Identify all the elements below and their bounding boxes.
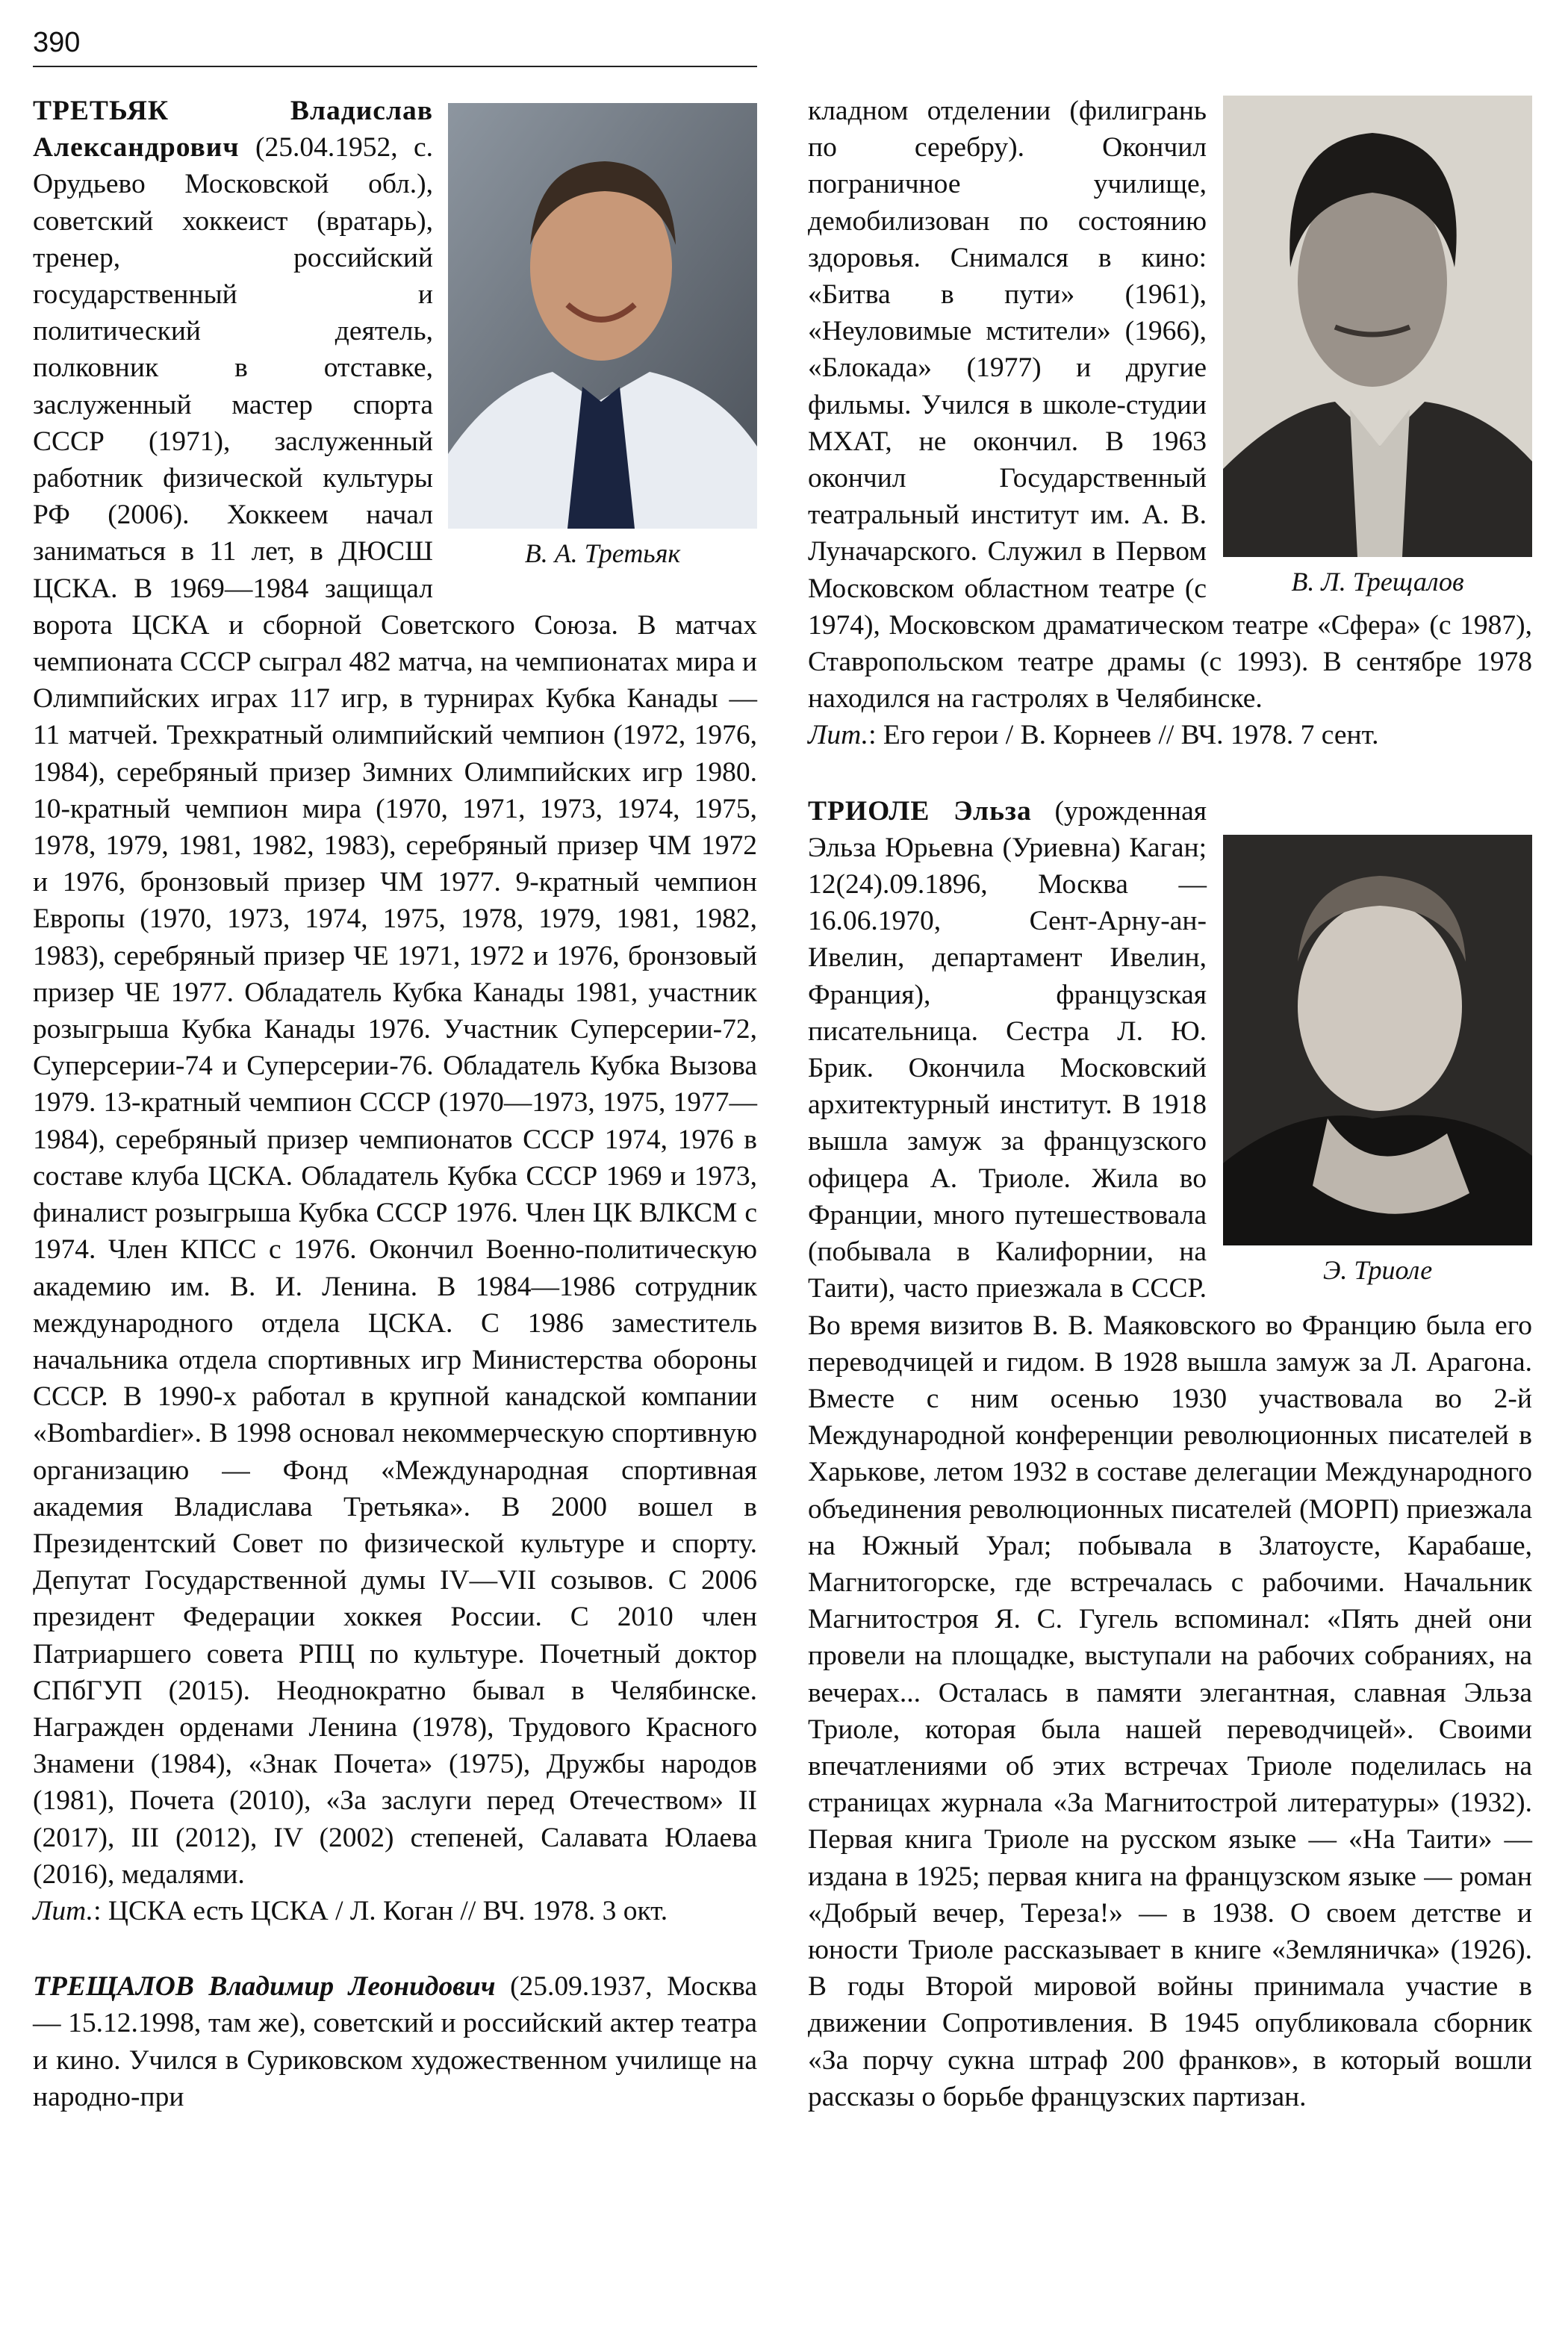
lit-label-treshchalov: Лит. [808, 720, 869, 751]
left-column [33, 93, 757, 2115]
lit-tretyak [33, 1893, 757, 1929]
page-number: 390 [33, 27, 81, 58]
photo-treshchalov [1223, 96, 1532, 557]
headword-tretyak: ТРЕТЬЯК Владислав Александрович [33, 96, 433, 164]
caption-triolet: Э. Триоле [1322, 1254, 1433, 1285]
caption-tretyak: В. А. Третьяк [524, 538, 681, 568]
headword-triolet: ТРИОЛЕ Эльза [808, 795, 1032, 827]
entry-triolet [808, 793, 1532, 2115]
caption-treshchalov: В. Л. Трещалов [1291, 567, 1464, 597]
photo-tretyak [448, 103, 757, 529]
header-rule [33, 66, 757, 67]
portrait-tretyak-image [448, 103, 757, 529]
right-column [808, 93, 1532, 2115]
portrait-triolet-image [1223, 835, 1532, 1245]
figure-triolet [1223, 835, 1532, 1289]
photo-triolet [1223, 835, 1532, 1245]
headword-treshchalov: ТРЕЩАЛОВ Владимир Леонидович [33, 1971, 496, 2003]
text-treshchalov-right: кладном отделении (филигрань по серебру). Окончил пограничное училище, демобилизован по состоянию здоровья. Снимался в кино: «Битва в пути» (1961), «Неуловимые мстители» (1966), «Блокада» (1977) и другие фильмы. Учился в школе-студии МХАТ, не окончил. В 1963 окончил Государственный театральный институт им. А. В. Луначарского. Служил в Первом Московском областном театре (с 1974), Московском драматическом театре «Сфера» (с 1987), Ставропольском театре драмы (с 1993). В сентябре 1978 находился на гастролях в Челябинске. [808, 96, 1532, 715]
portrait-treshchalov-image [1223, 96, 1532, 557]
text-tretyak: (25.04.1952, с. Орудьево Московской обл.), советский хоккеист (вратарь), тренер, российский государственный и политический деятель, полковник в отставке, заслуженный мастер спорта СССР (1971), заслуженный работник физической культуры РФ (2006). Хоккеем начал заниматься в 11 лет, в ДЮСШ ЦСКА. В 1969—1984 защищал ворота ЦСКА и сборной Советского Союза. В матчах чемпионата СССР сыграл 482 матча, на чемпионатах мира и Олимпийских играх 117 игр, в турнирах Кубка Канады — 11 матчей. Трехкратный олимпийский чемпион (1972, 1976, 1984), серебряный призер Зимних Олимпийских игр 1980. 10-кратный чемпион мира (1970, 1971, 1973, 1974, 1975, 1978, 1979, 1981, 1982, 1983), серебряный призер ЧМ 1972 и 1976, бронзовый призер ЧМ 1977. 9-кратный чемпион Европы (1970, 1973, 1974, 1975, 1978, 1979, 1981, 1982, 1983), серебряный призер ЧЕ 1971, 1972 и 1976, бронзовый призер ЧЕ 1977. Обладатель Кубка Канады 1981, участник розыгрыша Кубка Канады 1976. Участник Суперсерии-72, Суперсерии-74 и Суперсерии-76. Обладатель Кубка Вызова 1979. 13-кратный чемпион СССР (1970—1973, 1975, 1977—1984), серебряный призер чемпионатов СССР 1974, 1976 в составе клуба ЦСКА. Обладатель Кубка СССР 1969 и 1973, финалист розыгрыша Кубка СССР 1976. Член ЦК ВЛКСМ с 1974. Член КПСС с 1976. Окончил Военно-политическую академию им. В. И. Ленина. В 1984—1986 сотрудник международного отдела ЦСКА. С 1986 заместитель начальника отдела спортивных игр Министерства обороны СССР. В 1990-х работал в крупной канадской компании «Bombardier». В 1998 основал некоммерческую спортивную организацию — Фонд «Международная спортивная академия Владислава Третьяка». В 2000 вошел в Президентский Совет по физической культуре и спорту. Депутат Государственной думы IV—VII созывов. С 2006 президент Федерации хоккея России. С 2010 член Патриаршего совета РПЦ по культуре. Почетный доктор СПбГУП (2015). Неоднократно бывал в Челябинске. Награжден орденами Ленина (1978), Трудового Красного Знамени (1984), «Знак Почета» (1975), Дружбы народов (1981), Почета (2010), «За заслуги перед Отечеством» II (2017), III (2012), IV (2002) степеней, Салавата Юлаева (2016), медалями. [33, 132, 757, 1890]
lit-label-tretyak: Лит. [33, 1895, 94, 1926]
lit-treshchalov [808, 717, 1532, 753]
entry-treshchalov-start [33, 1968, 757, 2115]
entry-treshchalov-cont [808, 93, 1532, 754]
figure-treshchalov [1223, 96, 1532, 600]
text-triolet: (урожденная Эльза Юрьевна (Уриевна) Каган; 12(24).09.1896, Москва — 16.06.1970, Сент-Арну-ан-Ивелин, департамент Ивелин, Франция), французская писательница. Сестра Л. Ю. Брик. Окончила Московский архитектурный институт. В 1918 вышла замуж за французского офицера А. Триоле. Жила во Франции, много путешествовала (побывала в Калифорнии, на Таити), часто приезжала в СССР. Во время визитов В. В. Маяковского во Францию была его переводчицей и гидом. В 1928 вышла замуж за Л. Арагона. Вместе с ним осенью 1930 участвовала во 2-й Международной конференции революционных писателей в Харькове, летом 1932 в составе делегации Международного объединения революционных писателей (МОРП) приезжала на Южный Урал; побывала в Златоусте, Карабаше, Магнитогорске, где встречалась с рабочими. Начальник Магнитостроя Я. С. Гугель вспоминал: «Пять дней они провели на площадке, выступали на рабочих собраниях, на вечерах... Осталась в памяти элегантная, славная Эльза Триоле, которая была нашей переводчицей». Своими впечатлениями об этих встречах Триоле поделилась на страницах журнала «За Магнитострой литературы» (1932). Первая книга Триоле на русском языке — «На Таити» — издана в 1925; первая книга на французском языке — роман «Добрый вечер, Тереза!» — в 1938. О своем детстве и юности Триоле рассказывает в книге «Земляничка» (1926). В годы Второй мировой войны принимала участие в движении Сопротивления. В 1945 опубликовала сборник «За порчу сукна штраф 200 франков», в который вошли рассказы о борьбе французских партизан. [808, 795, 1532, 2112]
figure-tretyak [448, 103, 757, 572]
lit-text-tretyak: : ЦСКА есть ЦСКА / Л. Коган // ВЧ. 1978. 3 окт. [93, 1895, 668, 1926]
text-treshchalov-left: (25.09.1937, Москва — 15.12.1998, там же), советский и российский актер театра и кино. Учился в Суриковском художественном училище на народно-при [33, 1971, 757, 2112]
lit-text-treshchalov: : Его герои / В. Корнеев // ВЧ. 1978. 7 сент. [868, 720, 1379, 751]
entry-tretyak [33, 93, 757, 1929]
